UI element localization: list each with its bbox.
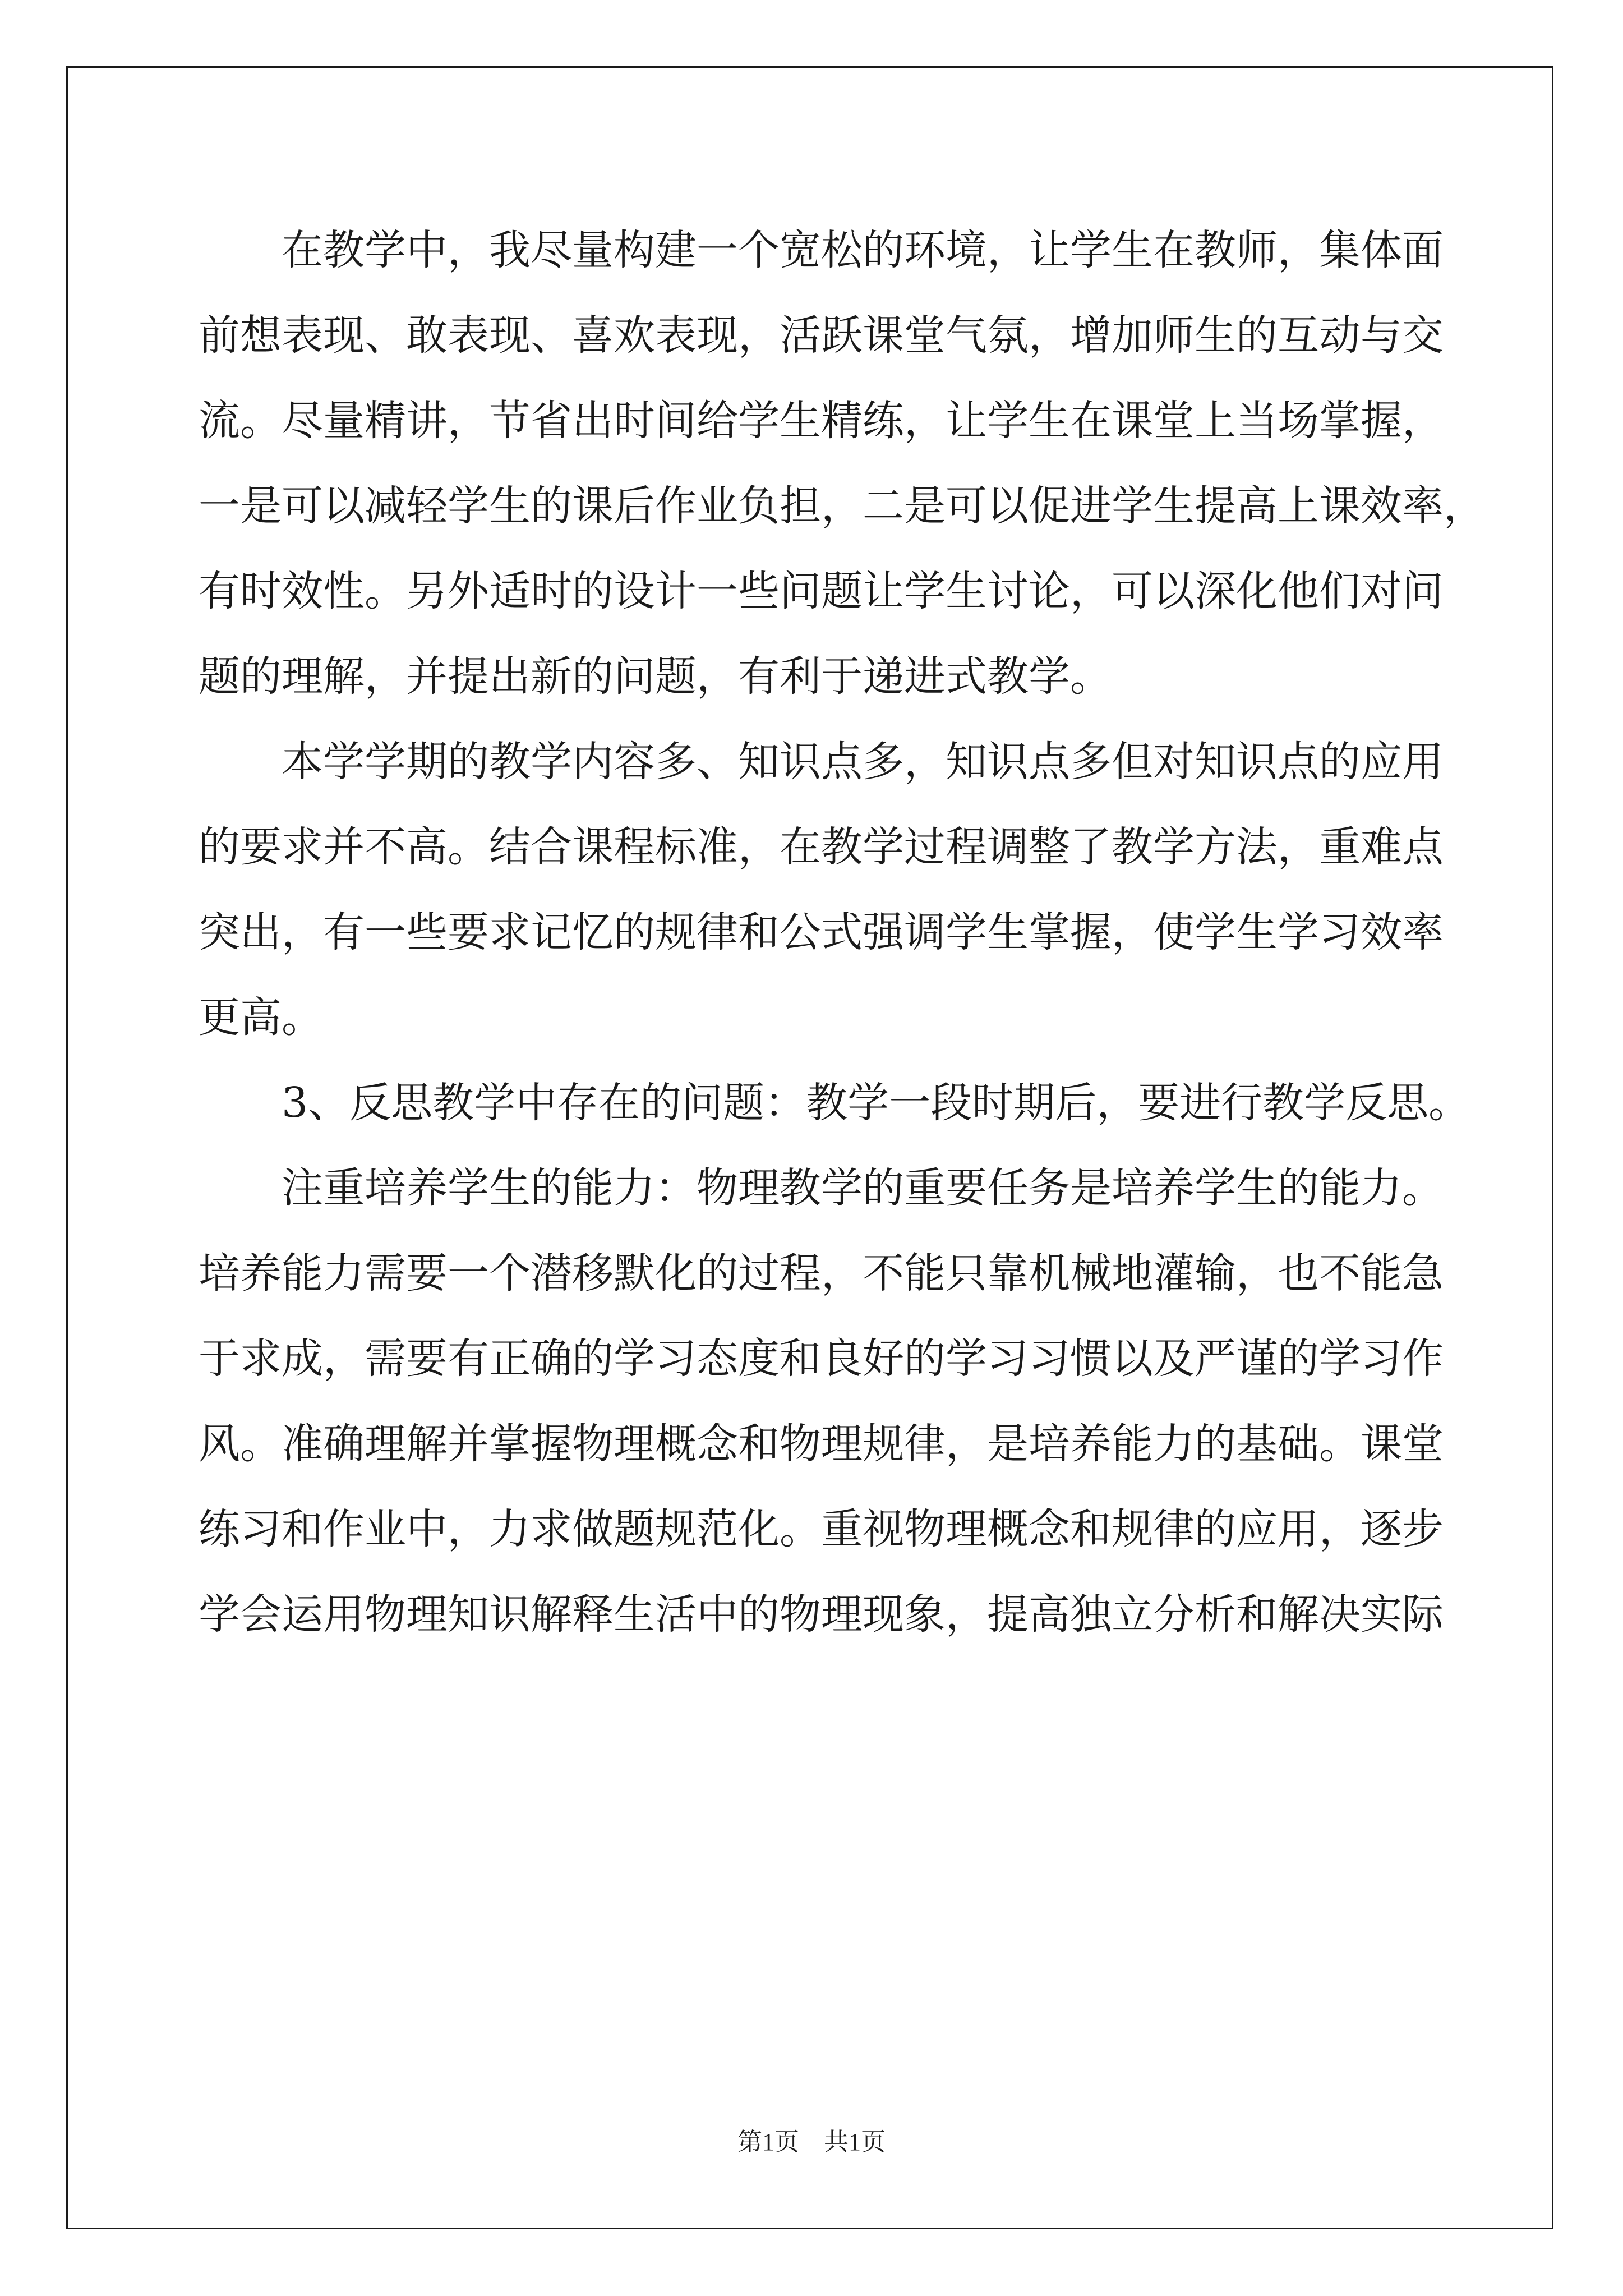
document-body <box>199 208 1485 1657</box>
text-line: 突出，有一些要求记忆的规律和公式强调学生掌握，使学生学习效率 <box>199 908 1444 956</box>
text-line: 练习和作业中，力求做题规范化。重视物理概念和规律的应用，逐步 <box>199 1505 1444 1553</box>
text-line: 风。准确理解并掌握物理概念和物理规律，是培养能力的基础。课堂 <box>199 1420 1444 1468</box>
text-line: 一是可以减轻学生的课后作业负担，二是可以促进学生提高上课效率， <box>199 482 1485 530</box>
text-line: 培养能力需要一个潜移默化的过程，不能只靠机械地灌输，也不能急 <box>199 1249 1444 1297</box>
text-line: 于求成，需要有正确的学习态度和良好的学习习惯以及严谨的学习作 <box>199 1335 1444 1383</box>
text-line: 前想表现、敢表现、喜欢表现，活跃课堂气氛，增加师生的互动与交 <box>199 311 1444 360</box>
text-line: 在教学中，我尽量构建一个宽松的环境，让学生在教师，集体面 <box>199 226 1444 274</box>
text-line: 有时效性。另外适时的设计一些问题让学生讨论，可以深化他们对问 <box>199 567 1444 615</box>
text-line: 学会运用物理知识解释生活中的物理现象，提高独立分析和解决实际 <box>199 1590 1444 1639</box>
text-line: 3、反思教学中存在的问题：教学一段时期后，要进行教学反思。 <box>199 1079 1470 1127</box>
text-line: 注重培养学生的能力：物理教学的重要任务是培养学生的能力。 <box>199 1164 1444 1212</box>
text-line: 更高。 <box>199 993 323 1042</box>
text-line: 的要求并不高。结合课程标准，在教学过程调整了教学方法，重难点 <box>199 823 1444 871</box>
page-footer: 第1页 共1页 <box>737 2128 886 2156</box>
text-line: 本学学期的教学内容多、知识点多，知识点多但对知识点的应用 <box>199 738 1444 786</box>
text-line: 题的理解，并提出新的问题，有利于递进式教学。 <box>199 652 1112 701</box>
text-line: 流。尽量精讲，节省出时间给学生精练，让学生在课堂上当场掌握， <box>199 397 1444 445</box>
